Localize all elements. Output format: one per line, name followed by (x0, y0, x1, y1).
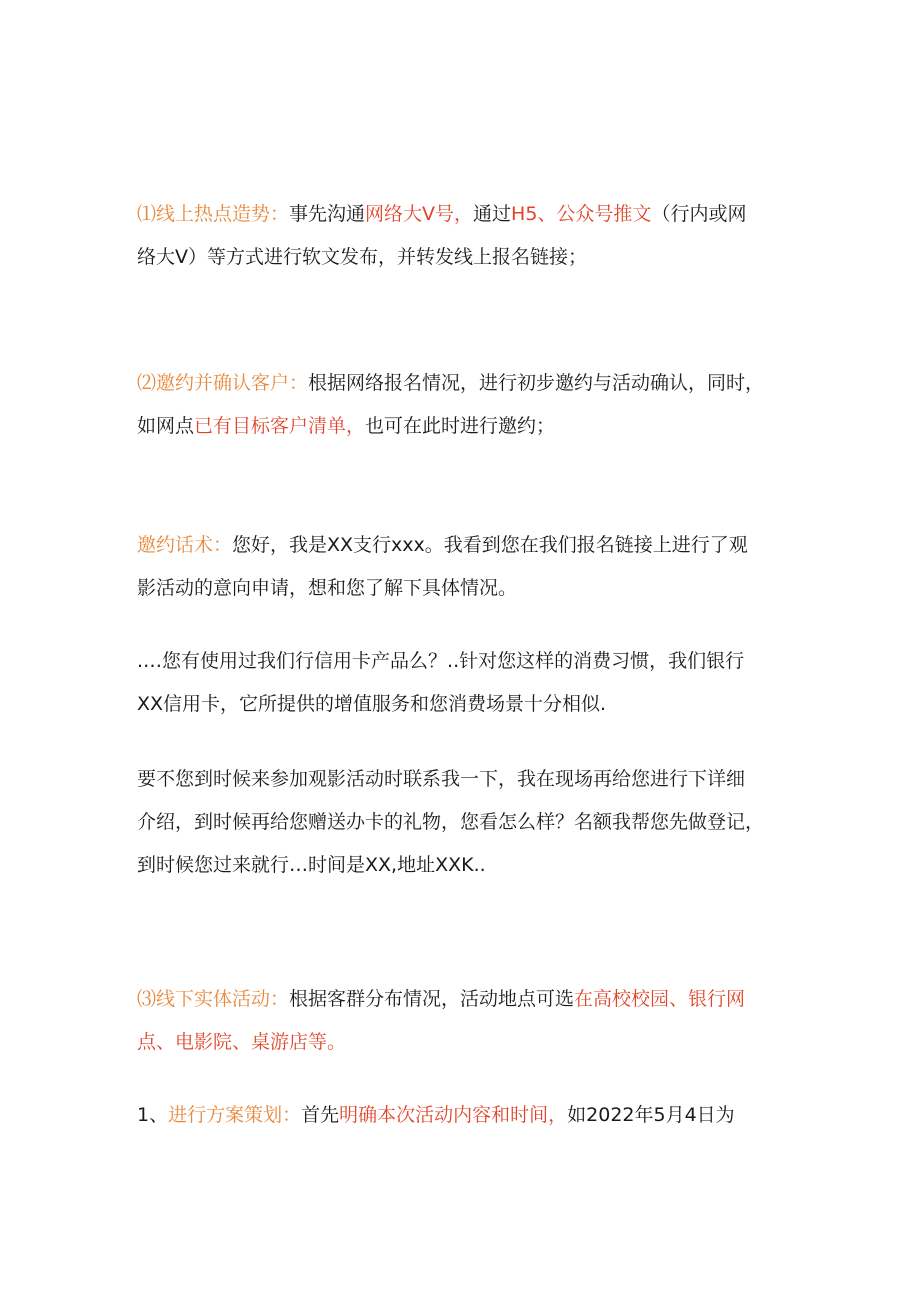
paragraph-line (137, 405, 787, 448)
paragraph-line: 络大V）等方式进行软文发布，并转发线上报名链接； (137, 246, 587, 268)
paragraph-invite-confirm (137, 362, 787, 448)
paragraph-line (137, 362, 787, 405)
paragraph-line: .…您有使用过我们行信用卡产品么？..针对您这样的消费习惯，我们银行 (137, 650, 745, 672)
paragraph-line: XX信用卡，它所提供的增值服务和您消费场景十分相似. (137, 693, 607, 715)
paragraph-line (137, 1094, 787, 1137)
body-text: 根据客群分布情况，活动地点可选 (289, 988, 575, 1010)
highlight-text: H5、公众号推文 (511, 203, 652, 225)
section-heading: 进行方案策划： (168, 1104, 302, 1126)
body-text: （行内或网 (651, 203, 747, 225)
paragraph-invite-script (137, 524, 787, 610)
paragraph-line: 要不您到时候来参加观影活动时联系我一下，我在现场再给您进行下详细 (137, 768, 746, 790)
paragraph-credit-card-script (137, 640, 787, 726)
highlight-text: 在高校校园、银行网 (574, 988, 746, 1010)
paragraph-line (137, 524, 787, 567)
paragraph-event-invite-script (137, 758, 787, 887)
section-heading: ⑴线上热点造势： (137, 203, 290, 225)
paragraph-offline-activity (137, 978, 787, 1064)
body-text: 也可在此时进行邀约； (365, 415, 556, 437)
paragraph-plan-step-1 (137, 1094, 787, 1137)
body-text: 根据网络报名情况，进行初步邀约与活动确认，同时， (308, 372, 765, 394)
body-text: 如网点 (137, 415, 195, 437)
highlight-text: 明确本次活动内容和时间， (339, 1104, 568, 1126)
highlight-text: 网络大V号， (365, 203, 474, 225)
body-text: 事先沟通 (289, 203, 366, 225)
paragraph-line (137, 193, 787, 236)
section-heading: 邀约话术： (137, 534, 233, 556)
body-text: 首先 (301, 1104, 340, 1126)
paragraph-line: 到时候您过来就行…时间是XX,地址XXK.. (137, 854, 486, 876)
section-heading: ⑵邀约并确认客户： (137, 372, 309, 394)
paragraph-line (137, 978, 787, 1021)
paragraph-line: 点、电影院、桌游店等。 (137, 1031, 347, 1053)
paragraph-online-promotion (137, 193, 787, 279)
body-text: 您好，我是XX支行xxx。我看到您在我们报名链接上进行了观 (232, 534, 748, 556)
paragraph-line: 介绍，到时候再给您赠送办卡的礼物，您看怎么样？名额我帮您先做登记， (137, 811, 765, 833)
body-text: 通过 (473, 203, 512, 225)
list-number: 1、 (137, 1104, 169, 1126)
paragraph-line: 影活动的意向申请，想和您了解下具体情况。 (137, 577, 518, 599)
body-text: 如2022年5月4日为 (567, 1104, 735, 1126)
highlight-text: 已有目标客户清单， (194, 415, 366, 437)
section-heading: ⑶线下实体活动： (137, 988, 290, 1010)
